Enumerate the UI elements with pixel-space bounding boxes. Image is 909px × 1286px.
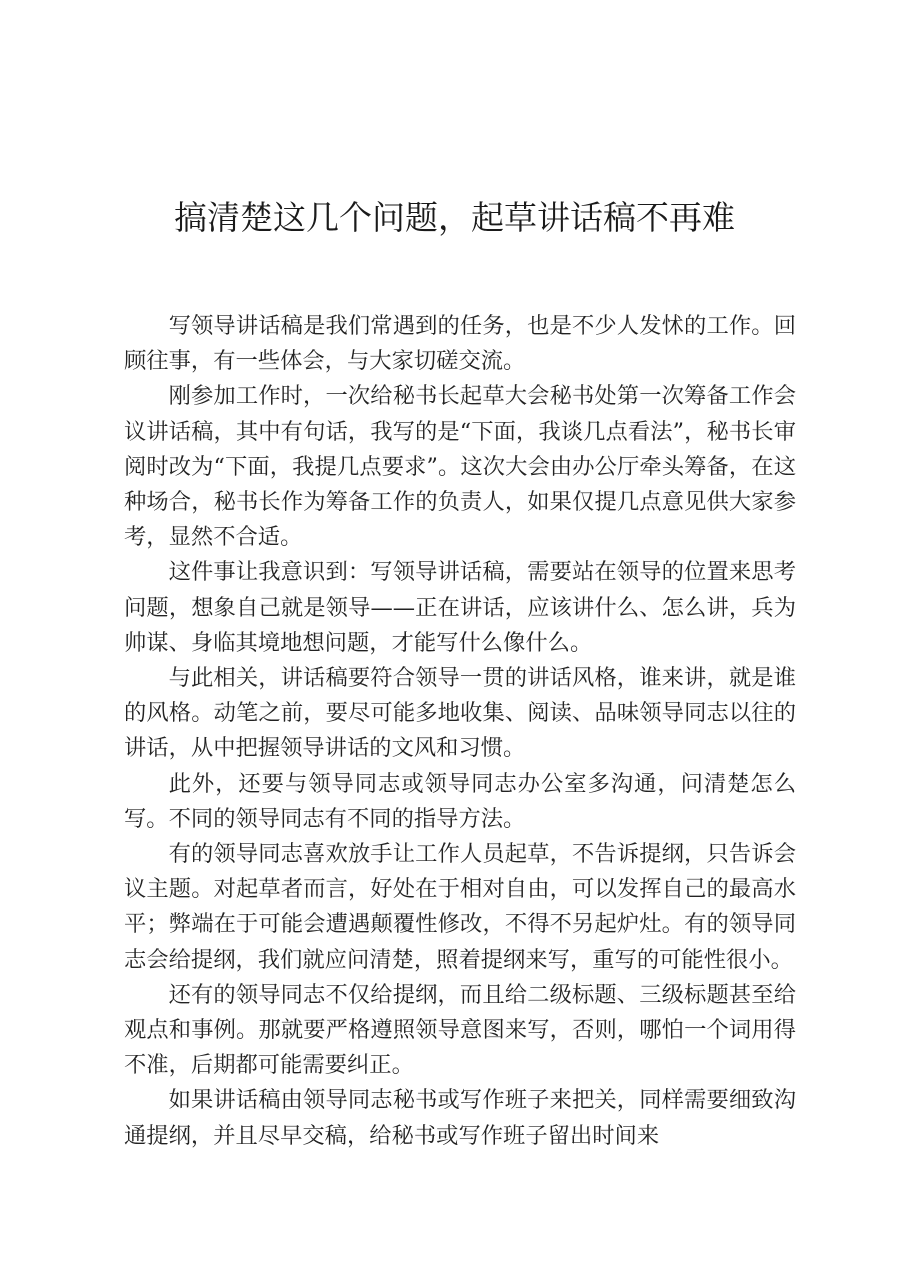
document-body <box>124 309 796 1154</box>
paragraph-2: 刚参加工作时，一次给秘书长起草大会秘书处第一次筹备工作会议讲话稿，其中有句话，我写的是“下面，我谈几点看法”，秘书长审阅时改为“下面，我提几点要求”。这次大会由办公厅牵头筹备，在这种场合，秘书长作为筹备工作的负责人，如果仅提几点意见供大家参考，显然不合适。 <box>124 383 796 551</box>
paragraph-6: 有的领导同志喜欢放手让工作人员起草，不告诉提纲，只告诉会议主题。对起草者而言，好处在于相对自由，可以发挥自己的最高水平；弊端在于可能会遭遇颠覆性修改，不得不另起炉灶。有的领导同志会给提纲，我们就应问清楚，照着提纲来写，重写的可能性很小。 <box>124 841 796 973</box>
paragraph-7: 还有的领导同志不仅给提纲，而且给二级标题、三级标题甚至给观点和事例。那就要严格遵照领导意图来写，否则，哪怕一个词用得不准，后期都可能需要纠正。 <box>124 981 796 1079</box>
paragraph-8: 如果讲话稿由领导同志秘书或写作班子来把关，同样需要细致沟通提纲，并且尽早交稿，给秘书或写作班子留出时间来 <box>124 1087 796 1149</box>
paragraph-1: 写领导讲话稿是我们常遇到的任务，也是不少人发怵的工作。回顾往事，有一些体会，与大家切磋交流。 <box>124 313 796 375</box>
paragraph-5: 此外，还要与领导同志或领导同志办公室多沟通，问清楚怎么写。不同的领导同志有不同的指导方法。 <box>124 770 796 832</box>
paragraph-3: 这件事让我意识到：写领导讲话稿，需要站在领导的位置来思考问题，想象自己就是领导——正在讲话，应该讲什么、怎么讲，兵为帅谋、身临其境地想问题，才能写什么像什么。 <box>124 559 796 656</box>
document-title: 搞清楚这几个问题，起草讲话稿不再难 <box>174 198 735 237</box>
paragraph-4: 与此相关，讲话稿要符合领导一贯的讲话风格，谁来讲，就是谁的风格。动笔之前，要尽可能多地收集、阅读、品味领导同志以往的讲话，从中把握领导讲话的文风和习惯。 <box>124 665 796 762</box>
